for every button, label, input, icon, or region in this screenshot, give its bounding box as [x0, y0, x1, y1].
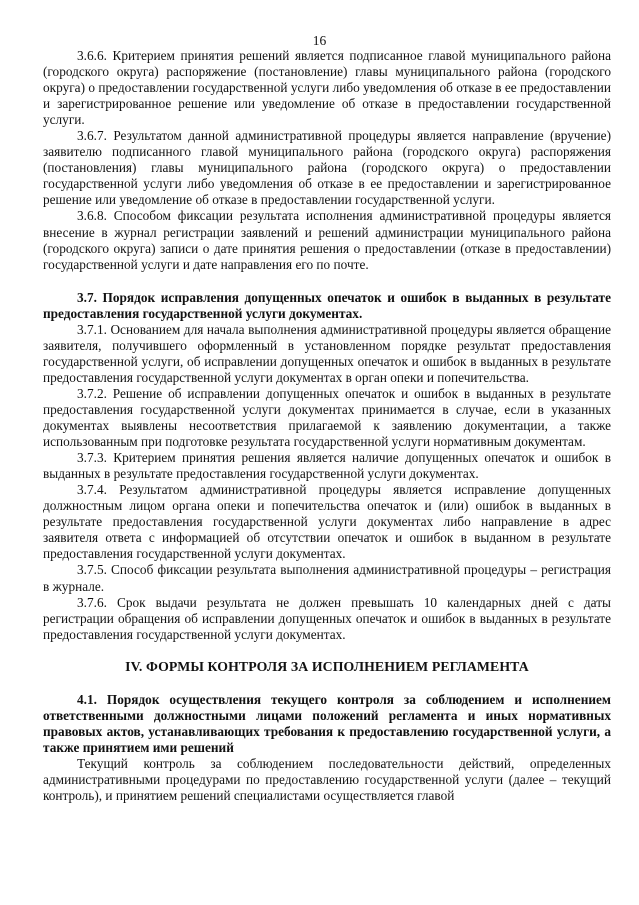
- paragraph-3-7-5: 3.7.5. Способ фиксации результата выполнения административной процедуры – регистрация в журнале.: [43, 562, 611, 594]
- paragraph-3-6-7: 3.6.7. Результатом данной административной процедуры является направление (вручение) заявителю подписанного главой муниципального района (городского округа) распоряжения (постановления) главы муниципального района (городского округа) о предоставлении государственной услуги либо уведомления об отказе в ее предоставлении и зарегистрированное решение или уведомление об отказе в предоставлении государственной услуги.: [43, 128, 611, 208]
- paragraph-3-7-6: 3.7.6. Срок выдачи результата не должен превышать 10 календарных дней с даты регистрации обращения об исправлении допущенных опечаток и ошибок в выданных в результате предоставления государственной услуги документах.: [43, 594, 611, 642]
- paragraph-3-6-6: 3.6.6. Критерием принятия решений является подписанное главой муниципального района (городского округа) распоряжение (постановление) главы муниципального района (городского округа) о предоставлении государственной услуги либо уведомления об отказе в ее предоставлении и зарегистрированное решение или уведомление об отказе в предоставлении государственной услуги.: [43, 48, 611, 128]
- paragraph-3-7-4: 3.7.4. Результатом административной процедуры является исправление допущенных должностным лицом органа опеки и попечительства опечаток и (или) ошибок в выданных в результате предоставления государственной услуги документах либо направление в адрес заявителя ответа с информацией об отсутствии опечаток и ошибок в выданном в результате предоставления государственной услуги документах.: [43, 482, 611, 562]
- heading-3-7: 3.7. Порядок исправления допущенных опечаток и ошибок в выданных в результате предоставления государственной услуги документах.: [43, 289, 611, 321]
- page-number: 16: [312, 33, 327, 48]
- paragraph-3-7-3: 3.7.3. Критерием принятия решения является наличие допущенных опечаток и ошибок в выданных в результате предоставления государственной услуги документах.: [43, 450, 611, 482]
- paragraph-4-1-text: Текущий контроль за соблюдением последовательности действий, определенных административными процедурами по предоставлению государственной услуги (далее – текущий контроль), и принятием решений специалистами осуществляется главой: [43, 755, 611, 804]
- paragraph-3-7-1: 3.7.1. Основанием для начала выполнения административной процедуры является обращение заявителя, получившего оформленный в установленном порядке результат предоставления государственной услуги, об исправлении допущенных опечаток и ошибок в выданных в результате предоставления государственной услуги документах в орган опеки и попечительства.: [43, 321, 611, 385]
- section-iv-title: IV. ФОРМЫ КОНТРОЛЯ ЗА ИСПОЛНЕНИЕМ РЕГЛАМЕНТА: [125, 658, 529, 674]
- paragraph-3-6-8: 3.6.8. Способом фиксации результата исполнения административной процедуры является внесение в журнал регистрации заявлений и решений администрации муниципального района (городского округа) записи о дате принятия решения о предоставлении (отказе в предоставлении) государственной услуги и дате направления его по почте.: [43, 208, 611, 272]
- document-body: [43, 48, 611, 804]
- paragraph-3-7-2: 3.7.2. Решение об исправлении допущенных опечаток и ошибок в выданных в результате предоставления государственной услуги документах принимается в случае, если в указанных документах выявлены несоответствия прилагаемой к заявлению документации, а также использованным при подготовке результата государственной услуги нормативным документам.: [43, 385, 611, 450]
- heading-4-1: 4.1. Порядок осуществления текущего контроля за соблюдением и исполнением ответственными должностными лицами положений регламента и иных нормативных правовых актов, устанавливающих требования к предоставлению государственной услуги, а также принятием ими решений: [43, 691, 611, 755]
